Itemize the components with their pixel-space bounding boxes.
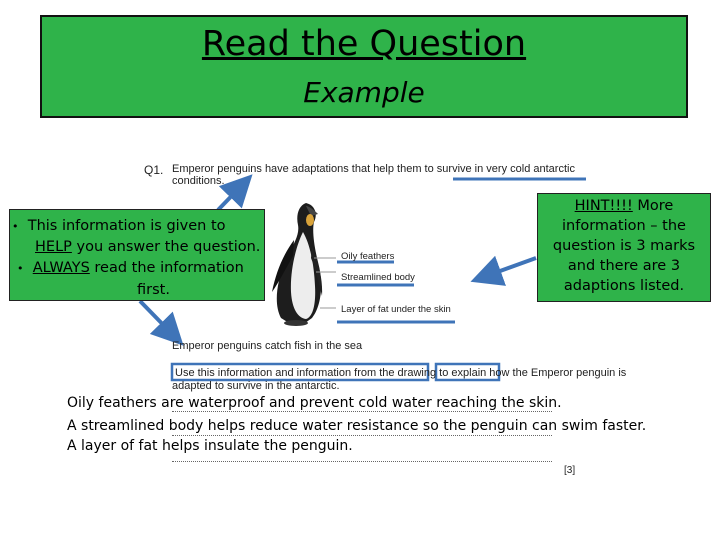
answer-line3: A layer of fat helps insulate the penguin. xyxy=(67,438,353,454)
marks-indicator: [3] xyxy=(564,465,576,476)
answer-rule-1 xyxy=(172,411,552,412)
help-emphasis: HELP xyxy=(35,239,72,255)
question-number: Q1. xyxy=(144,163,164,177)
info-bullet1-line1: • This information is given to xyxy=(12,218,226,234)
label-oily-feathers: Oily feathers xyxy=(341,251,395,262)
page-title: Read the Question xyxy=(201,24,527,64)
page-subtitle: Example xyxy=(303,76,425,109)
info-bullet1-line2: HELP you answer the question. xyxy=(35,239,261,255)
instruction-line1: Use this information and information from the drawing to explain how the Emperor penguin is xyxy=(175,367,627,379)
answer-line1: Oily feathers are waterproof and prevent cold water reaching the skin. xyxy=(67,395,562,411)
instruction-line2: adapted to survive in the antarctic. xyxy=(172,380,340,392)
answer-rule-2 xyxy=(172,435,552,436)
answer-rule-3 xyxy=(172,461,552,462)
info-bullet2-line2: first. xyxy=(137,282,170,298)
question-text-line2: conditions. xyxy=(172,175,225,187)
info-bullet2-line1: • ALWAYS read the information xyxy=(17,260,244,276)
fish-statement: Emperor penguins catch fish in the sea xyxy=(172,340,363,352)
always-emphasis: ALWAYS xyxy=(32,260,90,276)
label-streamlined-body: Streamlined body xyxy=(341,272,415,283)
hint-text: HINT!!!! More information – the question is 3 marks and there are 3 adaptions listed. xyxy=(552,198,696,294)
question-text-line1: Emperor penguins have adaptations that help them to survive in very cold antarctic xyxy=(172,163,575,175)
penguin-illustration xyxy=(272,203,322,326)
hint-label: HINT!!!! xyxy=(574,198,633,214)
label-fat-layer: Layer of fat under the skin xyxy=(341,304,451,315)
answer-line2: A streamlined body helps reduce water resistance so the penguin can swim faster. xyxy=(67,418,647,434)
